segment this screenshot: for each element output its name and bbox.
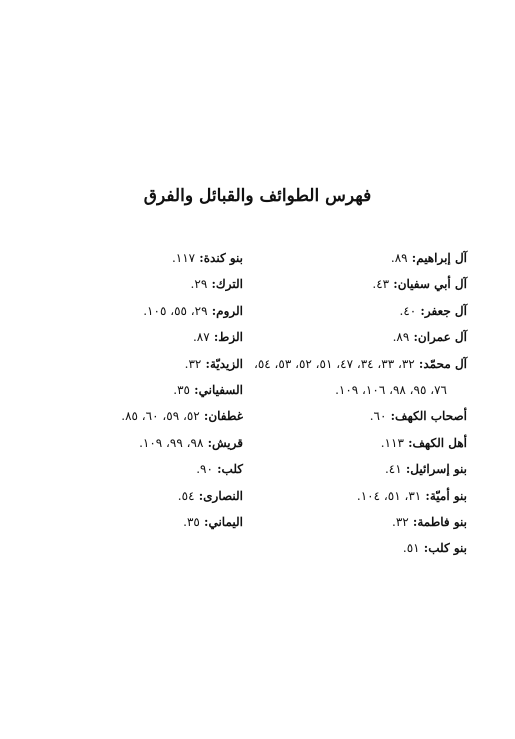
entry-page-refs: ٢٩، ٥٥، ١٠٥. — [143, 303, 208, 318]
entry-page-refs: ٣٥. — [173, 382, 190, 397]
index-entry — [73, 377, 243, 403]
entry-separator: : — [403, 435, 413, 450]
entry-term: آل أبي سفيان — [397, 277, 467, 292]
entry-separator: : — [209, 330, 219, 345]
entry-term: آل جعفر — [424, 303, 467, 318]
entry-term: النصارى — [203, 488, 243, 503]
index-entry — [217, 298, 467, 324]
entry-page-refs: ٦٠. — [369, 409, 387, 424]
entry-term: اليماني — [208, 514, 243, 529]
index-entry — [73, 271, 243, 297]
entry-page-refs: ٩٠. — [196, 462, 213, 477]
entry-term: السفياني — [198, 382, 243, 397]
index-entry — [217, 509, 467, 535]
entry-separator: : — [414, 356, 424, 371]
entry-term: بنو أميّة — [429, 488, 467, 503]
entry-separator: : — [212, 462, 222, 477]
entry-term: الزيديّة — [209, 356, 243, 371]
index-entry — [73, 509, 243, 535]
index-entry — [217, 430, 467, 456]
entry-separator: : — [409, 330, 418, 345]
entry-page-refs: ٥٤. — [177, 488, 195, 503]
entry-separator: : — [421, 488, 430, 503]
index-entry — [217, 483, 467, 509]
entry-page-refs: ٣٢، ٣٣، ٣٤، ٤٧، ٥١، ٥٢، ٥٣، ٥٤، — [253, 356, 415, 371]
entry-term: الروم — [216, 303, 243, 318]
entry-page-refs: ٨٩. — [390, 251, 408, 265]
entry-separator: : — [195, 251, 204, 265]
entry-page-refs: ٧٦، ٩٥، ٩٨، ١٠٦، ١٠٩. — [335, 382, 447, 397]
entry-term: بنو إسرائيل — [410, 462, 467, 477]
entry-separator: : — [407, 251, 417, 265]
index-column-left — [73, 245, 243, 535]
index-entry — [73, 456, 243, 482]
entry-separator: : — [190, 382, 199, 397]
index-entry — [73, 430, 243, 456]
entry-page-refs: ١١٣. — [380, 435, 404, 450]
entry-page-refs: ٤٣. — [372, 277, 390, 292]
entry-term: بنو كندة — [203, 251, 243, 265]
entry-term: كلب — [221, 462, 243, 477]
entry-page-refs: ١١٧. — [171, 251, 196, 265]
index-column-right — [217, 245, 467, 562]
index-entry — [217, 324, 467, 350]
entry-term: آل عمران — [417, 330, 467, 345]
entry-page-refs: ٣٢. — [392, 514, 409, 529]
entry-page-refs: ٣١، ٥١، ١٠٤. — [356, 488, 422, 503]
entry-separator: : — [207, 277, 216, 292]
entry-separator: : — [203, 435, 212, 450]
entry-page-refs: ٨٩. — [392, 330, 410, 345]
index-entry — [73, 245, 243, 271]
entry-page-refs: ٩٨، ٩٩، ١٠٩. — [139, 435, 204, 450]
entry-term: آل محمّد — [423, 356, 467, 371]
index-entry — [73, 483, 243, 509]
index-entry — [217, 456, 467, 482]
index-title: فهرس الطوائف والقبائل والفرق — [143, 186, 372, 206]
index-entry — [217, 271, 467, 297]
entry-separator: : — [194, 488, 204, 503]
entry-separator: : — [199, 514, 209, 529]
index-entry — [217, 377, 467, 403]
entry-term: أهل الكهف — [412, 435, 467, 450]
index-entry — [217, 535, 467, 561]
index-entry — [217, 245, 467, 271]
entry-term: أصحاب الكهف — [395, 409, 467, 424]
index-entry — [73, 324, 243, 350]
index-entry — [217, 351, 467, 377]
entry-separator: : — [207, 303, 217, 318]
entry-term: الترك — [215, 277, 243, 292]
entry-page-refs: ٤٠. — [399, 303, 417, 318]
entry-page-refs: ٢٩. — [190, 277, 208, 292]
entry-separator: : — [408, 514, 418, 529]
entry-term: آل إبراهيم — [416, 251, 467, 265]
entry-page-refs: ٣٢. — [184, 356, 202, 371]
index-entry — [73, 403, 243, 429]
entry-term: قريش — [212, 435, 243, 450]
entry-page-refs: ٣٥. — [183, 514, 200, 529]
entry-separator: : — [199, 409, 209, 424]
entry-page-refs: ٥١. — [402, 541, 420, 556]
entry-separator: : — [419, 541, 429, 556]
index-entry — [217, 403, 467, 429]
entry-term: بنو كلب — [428, 541, 467, 556]
entry-separator: : — [386, 409, 396, 424]
index-entry — [73, 298, 243, 324]
index-entry — [73, 351, 243, 377]
entry-term: بنو فاطمة — [417, 514, 467, 529]
entry-term: غطفان — [208, 409, 243, 424]
entry-separator: : — [416, 303, 425, 318]
entry-term: الزط — [218, 330, 243, 345]
entry-separator: : — [401, 462, 411, 477]
entry-separator: : — [201, 356, 210, 371]
entry-page-refs: ٤١. — [384, 462, 402, 477]
entry-page-refs: ٨٧. — [192, 330, 210, 345]
entry-separator: : — [389, 277, 398, 292]
entry-page-refs: ٥٢، ٥٩، ٦٠، ٨٥. — [121, 409, 200, 424]
